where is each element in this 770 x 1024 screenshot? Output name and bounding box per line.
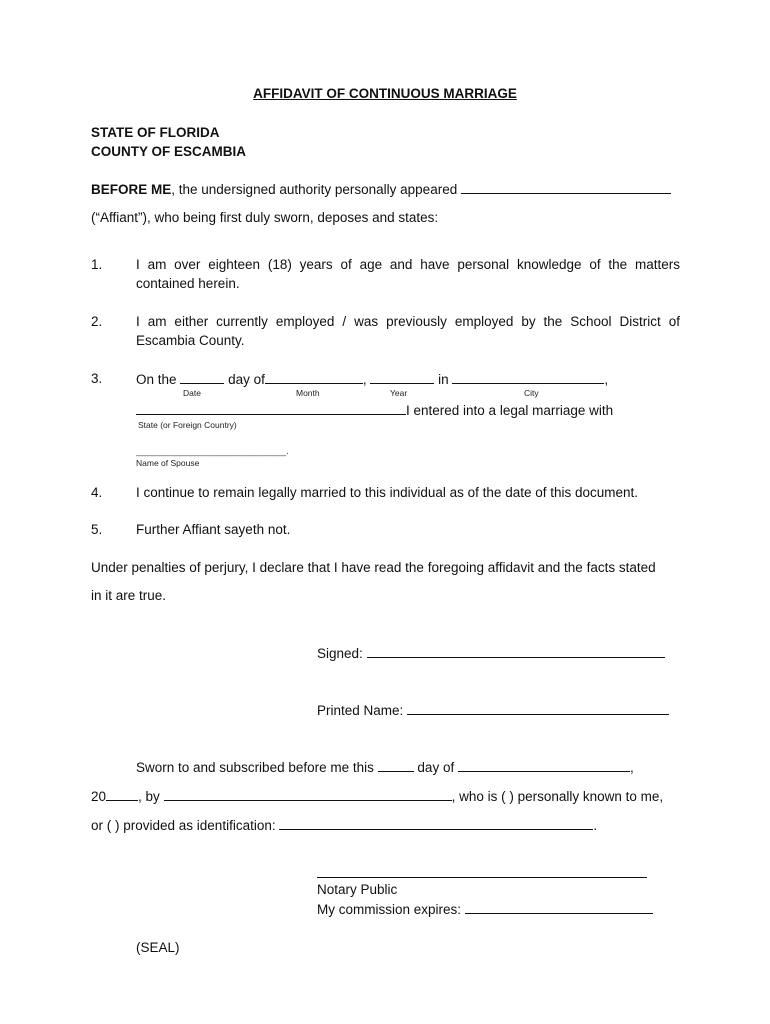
item-2-line1: I am either currently employed / was previously employed by the School District of (136, 314, 680, 329)
item-1-line2: contained herein. (136, 276, 240, 291)
signature-field[interactable] (367, 645, 665, 658)
spouse-name-label: Name of Spouse (136, 458, 200, 468)
commission-label: My commission expires: (317, 902, 462, 917)
commission-row (317, 901, 653, 917)
seal-label: (SEAL) (136, 940, 180, 955)
known-text: , who is ( ) personally known to me, (451, 789, 664, 804)
affiant-line: (“Affiant”), who being first duly sworn, deposes and states: (91, 210, 439, 225)
notary-public-label: Notary Public (317, 882, 398, 897)
notary-signature-line[interactable] (317, 877, 647, 878)
state-country-field[interactable] (136, 402, 406, 415)
item-2-number: 2. (91, 314, 103, 329)
state-line: STATE OF FLORIDA (91, 125, 220, 140)
identification-row (91, 817, 597, 833)
item-3-line2 (136, 402, 613, 418)
item-4-number: 4. (91, 485, 103, 500)
sworn-comma: , (629, 760, 634, 775)
sworn-text: Sworn to and subscribed before me this (136, 760, 374, 775)
year-suffix-field[interactable] (106, 788, 138, 801)
perjury-line-2: in it are true. (91, 588, 167, 603)
identification-field[interactable] (279, 817, 593, 830)
item-3-number: 3. (91, 371, 103, 386)
item-1-line1: I am over eighteen (18) years of age and have personal knowledge of the matters (136, 257, 680, 272)
before-me-line (91, 181, 671, 197)
day-of-text: day of (228, 372, 265, 387)
year-prefix: 20 (91, 789, 107, 804)
year-field[interactable] (370, 371, 434, 384)
date-label: Date (183, 388, 201, 398)
county-line: COUNTY OF ESCAMBIA (91, 144, 247, 159)
item-1-number: 1. (91, 257, 103, 272)
before-me-text: , the undersigned authority personally appeared (171, 182, 458, 197)
state-country-label: State (or Foreign Country) (138, 420, 237, 430)
printed-name-field[interactable] (407, 702, 669, 715)
item-4-text: I continue to remain legally married to this individual as of the date of this document. (136, 485, 639, 500)
identification-period: . (593, 818, 598, 833)
printed-name-label: Printed Name: (317, 703, 404, 718)
signed-label: Signed: (317, 646, 363, 661)
affiant-name-field[interactable] (461, 181, 671, 194)
date-field[interactable] (180, 371, 224, 384)
spouse-name-field[interactable]: ___________________________. (136, 446, 289, 457)
month-label: Month (296, 388, 320, 398)
sworn-day-of-text: day of (417, 760, 455, 775)
year-by-row (91, 788, 663, 804)
item-5-text: Further Affiant sayeth not. (136, 522, 291, 537)
perjury-line-1: Under penalties of perjury, I declare that I have read the foregoing affidavit and the facts stated (91, 560, 656, 575)
before-me-label: BEFORE ME (91, 182, 172, 197)
printed-name-row (317, 702, 669, 718)
in-text: in (438, 372, 449, 387)
commission-expires-field[interactable] (465, 901, 653, 914)
signed-row (317, 645, 665, 661)
identification-text: or ( ) provided as identification: (91, 818, 276, 833)
sworn-row (136, 759, 634, 775)
document-title: AFFIDAVIT OF CONTINUOUS MARRIAGE (253, 86, 517, 101)
year-label: Year (390, 388, 408, 398)
comma-text: , (362, 372, 367, 387)
end-comma-text: , (604, 372, 609, 387)
city-label: City (524, 388, 539, 398)
item-3-line1 (136, 371, 608, 387)
married-text: I entered into a legal marriage with (406, 403, 614, 418)
sworn-day-field[interactable] (378, 759, 414, 772)
by-name-field[interactable] (164, 788, 452, 801)
city-field[interactable] (452, 371, 604, 384)
item-2-line2: Escambia County. (136, 333, 245, 348)
by-text: , by (138, 789, 160, 804)
month-field[interactable] (265, 371, 363, 384)
item-5-number: 5. (91, 522, 103, 537)
sworn-month-field[interactable] (458, 759, 630, 772)
on-the-text: On the (136, 372, 177, 387)
